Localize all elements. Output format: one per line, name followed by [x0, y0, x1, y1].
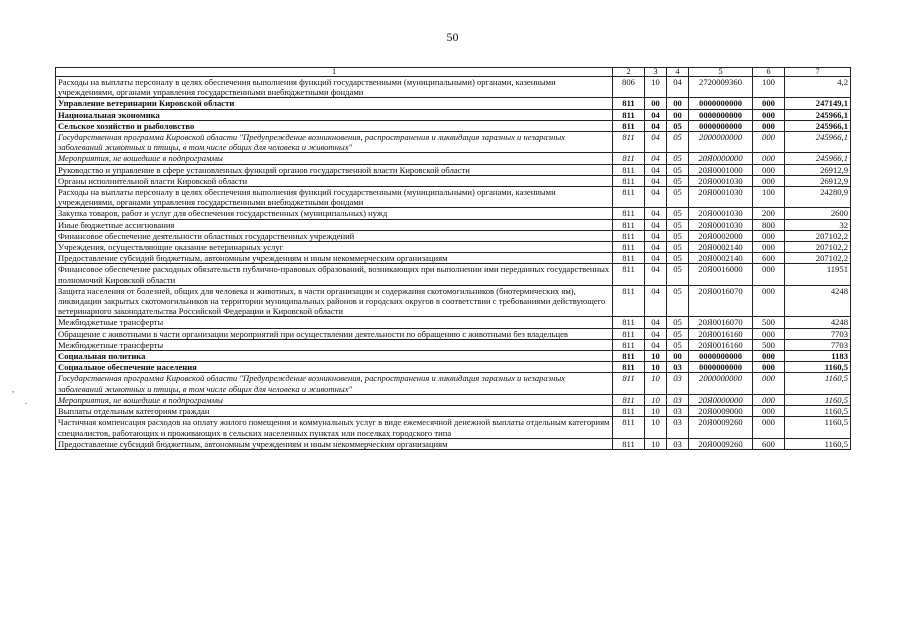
expense-type-cell: 000 [753, 109, 785, 120]
section-code-cell: 04 [645, 120, 667, 131]
subsection-code-cell: 05 [667, 317, 689, 328]
expense-type-cell: 000 [753, 120, 785, 131]
expense-type-cell: 000 [753, 362, 785, 373]
table-row [56, 164, 851, 175]
amount-cell: 207102,2 [785, 253, 851, 264]
expense-type-cell: 000 [753, 406, 785, 417]
row-name-cell: Социальная политика [56, 351, 613, 362]
table-row [56, 153, 851, 164]
table-row [56, 351, 851, 362]
target-article-cell: 20Я0002140 [689, 242, 753, 253]
subsection-code-cell: 05 [667, 339, 689, 350]
target-article-cell: 20Я0000000 [689, 153, 753, 164]
amount-cell: 26912,9 [785, 175, 851, 186]
target-article-cell: 20Я0009000 [689, 406, 753, 417]
section-code-cell: 04 [645, 219, 667, 230]
row-name-cell: Учреждения, осуществляющие оказание ветеринарных услуг [56, 242, 613, 253]
table-row [56, 230, 851, 241]
target-article-cell: 2000000000 [689, 373, 753, 394]
target-article-cell: 20Я0001030 [689, 175, 753, 186]
subsection-code-cell: 05 [667, 285, 689, 317]
target-article-cell: 20Я0002140 [689, 253, 753, 264]
subsection-code-cell: 05 [667, 230, 689, 241]
subsection-code-cell: 05 [667, 164, 689, 175]
amount-cell: 7703 [785, 328, 851, 339]
target-article-cell: 20Я0009260 [689, 417, 753, 438]
target-article-cell: 0000000000 [689, 120, 753, 131]
table-row [56, 264, 851, 285]
amount-cell: 32 [785, 219, 851, 230]
ministry-code-cell: 811 [613, 373, 645, 394]
row-name-cell: Обращение с животными в части организации мероприятий при осуществлении деятельности по обращению с животными без владельцев [56, 328, 613, 339]
table-row [56, 362, 851, 373]
amount-cell: 247149,1 [785, 98, 851, 109]
amount-cell: 245966,1 [785, 132, 851, 153]
section-code-cell: 10 [645, 373, 667, 394]
table-row [56, 373, 851, 394]
subsection-code-cell: 03 [667, 438, 689, 449]
subsection-code-cell: 05 [667, 153, 689, 164]
target-article-cell: 0000000000 [689, 98, 753, 109]
ministry-code-cell: 811 [613, 351, 645, 362]
section-code-cell: 10 [645, 406, 667, 417]
amount-cell: 245966,1 [785, 153, 851, 164]
page-number: 50 [446, 30, 459, 44]
expense-type-cell: 000 [753, 394, 785, 405]
subsection-code-cell: 03 [667, 417, 689, 438]
ministry-code-cell: 811 [613, 153, 645, 164]
target-article-cell: 20Я0001030 [689, 187, 753, 208]
ministry-code-cell: 811 [613, 208, 645, 219]
row-name-cell: Иные бюджетные ассигнования [56, 219, 613, 230]
table-row [56, 438, 851, 449]
subsection-code-cell: 03 [667, 394, 689, 405]
column-header: 4 [667, 68, 689, 77]
ministry-code-cell: 811 [613, 109, 645, 120]
section-code-cell: 10 [645, 362, 667, 373]
amount-cell: 245966,1 [785, 109, 851, 120]
target-article-cell: 0000000000 [689, 351, 753, 362]
row-name-cell: Социальное обеспечение населения [56, 362, 613, 373]
ministry-code-cell: 811 [613, 285, 645, 317]
row-name-cell: Мероприятия, не вошедшие в подпрограммы [56, 394, 613, 405]
expense-type-cell: 200 [753, 208, 785, 219]
row-name-cell: Сельское хозяйство и рыболовство [56, 120, 613, 131]
row-name-cell: Предоставление субсидий бюджетным, автономным учреждениям и иным некоммерческим организациям [56, 253, 613, 264]
ministry-code-cell: 811 [613, 317, 645, 328]
table-row [56, 77, 851, 98]
target-article-cell: 20Я0016070 [689, 317, 753, 328]
amount-cell: 1160,5 [785, 406, 851, 417]
table-row [56, 120, 851, 131]
subsection-code-cell: 05 [667, 132, 689, 153]
subsection-code-cell: 05 [667, 187, 689, 208]
amount-cell: 11951 [785, 264, 851, 285]
amount-cell: 1160,5 [785, 373, 851, 394]
expense-type-cell: 000 [753, 132, 785, 153]
expense-type-cell: 000 [753, 264, 785, 285]
section-code-cell: 04 [645, 264, 667, 285]
row-name-cell: Расходы на выплаты персоналу в целях обеспечения выполнения функций государственными (муниципальными) органами, казенными учреждениями, органами управления государственными внебюджетными фондами [56, 187, 613, 208]
ministry-code-cell: 806 [613, 77, 645, 98]
subsection-code-cell: 03 [667, 406, 689, 417]
ministry-code-cell: 811 [613, 242, 645, 253]
subsection-code-cell: 05 [667, 175, 689, 186]
table-row [56, 132, 851, 153]
ministry-code-cell: 811 [613, 132, 645, 153]
table-row [56, 394, 851, 405]
row-name-cell: Закупка товаров, работ и услуг для обеспечения государственных (муниципальных) нужд [56, 208, 613, 219]
column-header: 1 [56, 68, 613, 77]
target-article-cell: 20Я0016160 [689, 328, 753, 339]
ministry-code-cell: 811 [613, 417, 645, 438]
subsection-code-cell: 03 [667, 362, 689, 373]
section-code-cell: 04 [645, 175, 667, 186]
ministry-code-cell: 811 [613, 438, 645, 449]
expense-type-cell: 600 [753, 438, 785, 449]
ministry-code-cell: 811 [613, 98, 645, 109]
row-name-cell: Защита населения от болезней, общих для человека и животных, в части организации и содержания скотомогильников (биотермических ям), ликвидации закрытых скотомогильников на территории муниципальных районов и городских округов в соответствии с требованиями действующего ветеринарного законодательства Российской Федерации и Кировской области [56, 285, 613, 317]
amount-cell: 2600 [785, 208, 851, 219]
section-code-cell: 04 [645, 317, 667, 328]
ministry-code-cell: 811 [613, 264, 645, 285]
row-name-cell: Государственная программа Кировской области "Предупреждение возникновения, распространения и ликвидация заразных и незаразных заболеваний животных и птицы, в том числе общих для человека и животных" [56, 373, 613, 394]
target-article-cell: 20Я0001030 [689, 208, 753, 219]
budget-table [55, 67, 851, 450]
column-header: 6 [753, 68, 785, 77]
expense-type-cell: 000 [753, 285, 785, 317]
table-row [56, 328, 851, 339]
section-code-cell: 00 [645, 98, 667, 109]
subsection-code-cell: 05 [667, 219, 689, 230]
table-row [56, 417, 851, 438]
amount-cell: 4,2 [785, 77, 851, 98]
row-name-cell: Органы исполнительной власти Кировской области [56, 175, 613, 186]
ministry-code-cell: 811 [613, 230, 645, 241]
column-header: 3 [645, 68, 667, 77]
target-article-cell: 0000000000 [689, 362, 753, 373]
expense-type-cell: 100 [753, 187, 785, 208]
expense-type-cell: 000 [753, 164, 785, 175]
section-code-cell: 10 [645, 438, 667, 449]
subsection-code-cell: 05 [667, 253, 689, 264]
ministry-code-cell: 811 [613, 187, 645, 208]
row-name-cell: Предоставление субсидий бюджетным, автономным учреждениям и иным некоммерческим организациям [56, 438, 613, 449]
target-article-cell: 2000000000 [689, 132, 753, 153]
table-row [56, 208, 851, 219]
expense-type-cell: 600 [753, 253, 785, 264]
scan-mark: , [12, 384, 15, 394]
column-header: 2 [613, 68, 645, 77]
scan-mark: . [25, 396, 28, 406]
target-article-cell: 20Я0016160 [689, 339, 753, 350]
amount-cell: 245966,1 [785, 120, 851, 131]
section-code-cell: 10 [645, 417, 667, 438]
expense-type-cell: 800 [753, 219, 785, 230]
row-name-cell: Выплаты отдельным категориям граждан [56, 406, 613, 417]
section-code-cell: 04 [645, 253, 667, 264]
row-name-cell: Руководство и управление в сфере установленных функций органов государственной власти Кировской области [56, 164, 613, 175]
row-name-cell: Мероприятия, не вошедшие в подпрограммы [56, 153, 613, 164]
row-name-cell: Управление ветеринарии Кировской области [56, 98, 613, 109]
row-name-cell: Финансовое обеспечение расходных обязательств публично-правовых образований, возникающих при выполнении ими переданных государственных полномочий Кировской области [56, 264, 613, 285]
section-code-cell: 10 [645, 351, 667, 362]
subsection-code-cell: 03 [667, 373, 689, 394]
section-code-cell: 04 [645, 285, 667, 317]
ministry-code-cell: 811 [613, 406, 645, 417]
ministry-code-cell: 811 [613, 394, 645, 405]
target-article-cell: 20Я0016070 [689, 285, 753, 317]
target-article-cell: 0000000000 [689, 109, 753, 120]
ministry-code-cell: 811 [613, 339, 645, 350]
table-row [56, 317, 851, 328]
row-name-cell: Расходы на выплаты персоналу в целях обеспечения выполнения функций государственными (муниципальными) органами, казенными учреждениями, органами управления государственными внебюджетными фондами [56, 77, 613, 98]
section-code-cell: 04 [645, 328, 667, 339]
expense-type-cell: 000 [753, 351, 785, 362]
expense-type-cell: 000 [753, 328, 785, 339]
target-article-cell: 20Я0001000 [689, 164, 753, 175]
ministry-code-cell: 811 [613, 164, 645, 175]
ministry-code-cell: 811 [613, 120, 645, 131]
ministry-code-cell: 811 [613, 253, 645, 264]
subsection-code-cell: 05 [667, 242, 689, 253]
target-article-cell: 20Я0000000 [689, 394, 753, 405]
amount-cell: 7703 [785, 339, 851, 350]
section-code-cell: 04 [645, 132, 667, 153]
amount-cell: 4248 [785, 317, 851, 328]
amount-cell: 207102,2 [785, 242, 851, 253]
amount-cell: 1160,5 [785, 394, 851, 405]
table-row [56, 109, 851, 120]
section-code-cell: 10 [645, 77, 667, 98]
ministry-code-cell: 811 [613, 219, 645, 230]
amount-cell: 1160,5 [785, 438, 851, 449]
expense-type-cell: 000 [753, 153, 785, 164]
row-name-cell: Межбюджетные трансферты [56, 339, 613, 350]
row-name-cell: Государственная программа Кировской области "Предупреждение возникновения, распространения и ликвидация заразных и незаразных заболеваний животных и птицы, в том числе общих для человека и животных" [56, 132, 613, 153]
table-row [56, 175, 851, 186]
target-article-cell: 20Я0001030 [689, 219, 753, 230]
subsection-code-cell: 05 [667, 328, 689, 339]
expense-type-cell: 500 [753, 317, 785, 328]
column-header: 5 [689, 68, 753, 77]
expense-type-cell: 100 [753, 77, 785, 98]
section-code-cell: 04 [645, 109, 667, 120]
section-code-cell: 10 [645, 394, 667, 405]
table-row [56, 253, 851, 264]
target-article-cell: 2720009360 [689, 77, 753, 98]
amount-cell: 207102,2 [785, 230, 851, 241]
amount-cell: 1160,5 [785, 417, 851, 438]
section-code-cell: 04 [645, 208, 667, 219]
target-article-cell: 20Я0002000 [689, 230, 753, 241]
table-row [56, 98, 851, 109]
row-name-cell: Межбюджетные трансферты [56, 317, 613, 328]
section-code-cell: 04 [645, 164, 667, 175]
expense-type-cell: 000 [753, 175, 785, 186]
expense-type-cell: 000 [753, 242, 785, 253]
target-article-cell: 20Я0009260 [689, 438, 753, 449]
subsection-code-cell: 00 [667, 109, 689, 120]
subsection-code-cell: 00 [667, 351, 689, 362]
row-name-cell: Финансовое обеспечение деятельности областных государственных учреждений [56, 230, 613, 241]
ministry-code-cell: 811 [613, 328, 645, 339]
amount-cell: 4248 [785, 285, 851, 317]
section-code-cell: 04 [645, 153, 667, 164]
table-row [56, 285, 851, 317]
table-row [56, 242, 851, 253]
amount-cell: 1160,5 [785, 362, 851, 373]
table-row [56, 406, 851, 417]
expense-type-cell: 000 [753, 230, 785, 241]
column-header: 7 [785, 68, 851, 77]
amount-cell: 1183 [785, 351, 851, 362]
table-row [56, 339, 851, 350]
expense-type-cell: 000 [753, 373, 785, 394]
subsection-code-cell: 00 [667, 98, 689, 109]
table-row [56, 219, 851, 230]
target-article-cell: 20Я0016000 [689, 264, 753, 285]
ministry-code-cell: 811 [613, 362, 645, 373]
expense-type-cell: 000 [753, 98, 785, 109]
subsection-code-cell: 05 [667, 208, 689, 219]
expense-type-cell: 000 [753, 417, 785, 438]
table-row [56, 187, 851, 208]
section-code-cell: 04 [645, 187, 667, 208]
section-code-cell: 04 [645, 339, 667, 350]
subsection-code-cell: 05 [667, 264, 689, 285]
ministry-code-cell: 811 [613, 175, 645, 186]
table-header-row [56, 68, 851, 77]
amount-cell: 24280,9 [785, 187, 851, 208]
section-code-cell: 04 [645, 242, 667, 253]
subsection-code-cell: 05 [667, 120, 689, 131]
row-name-cell: Частичная компенсация расходов на оплату жилого помещения и коммунальных услуг в виде ежемесячной денежной выплаты отдельным категориям специалистов, работающих и проживающих в сельских населенных пунктах или поселках городского типа [56, 417, 613, 438]
subsection-code-cell: 04 [667, 77, 689, 98]
section-code-cell: 04 [645, 230, 667, 241]
row-name-cell: Национальная экономика [56, 109, 613, 120]
amount-cell: 26912,9 [785, 164, 851, 175]
expense-type-cell: 500 [753, 339, 785, 350]
